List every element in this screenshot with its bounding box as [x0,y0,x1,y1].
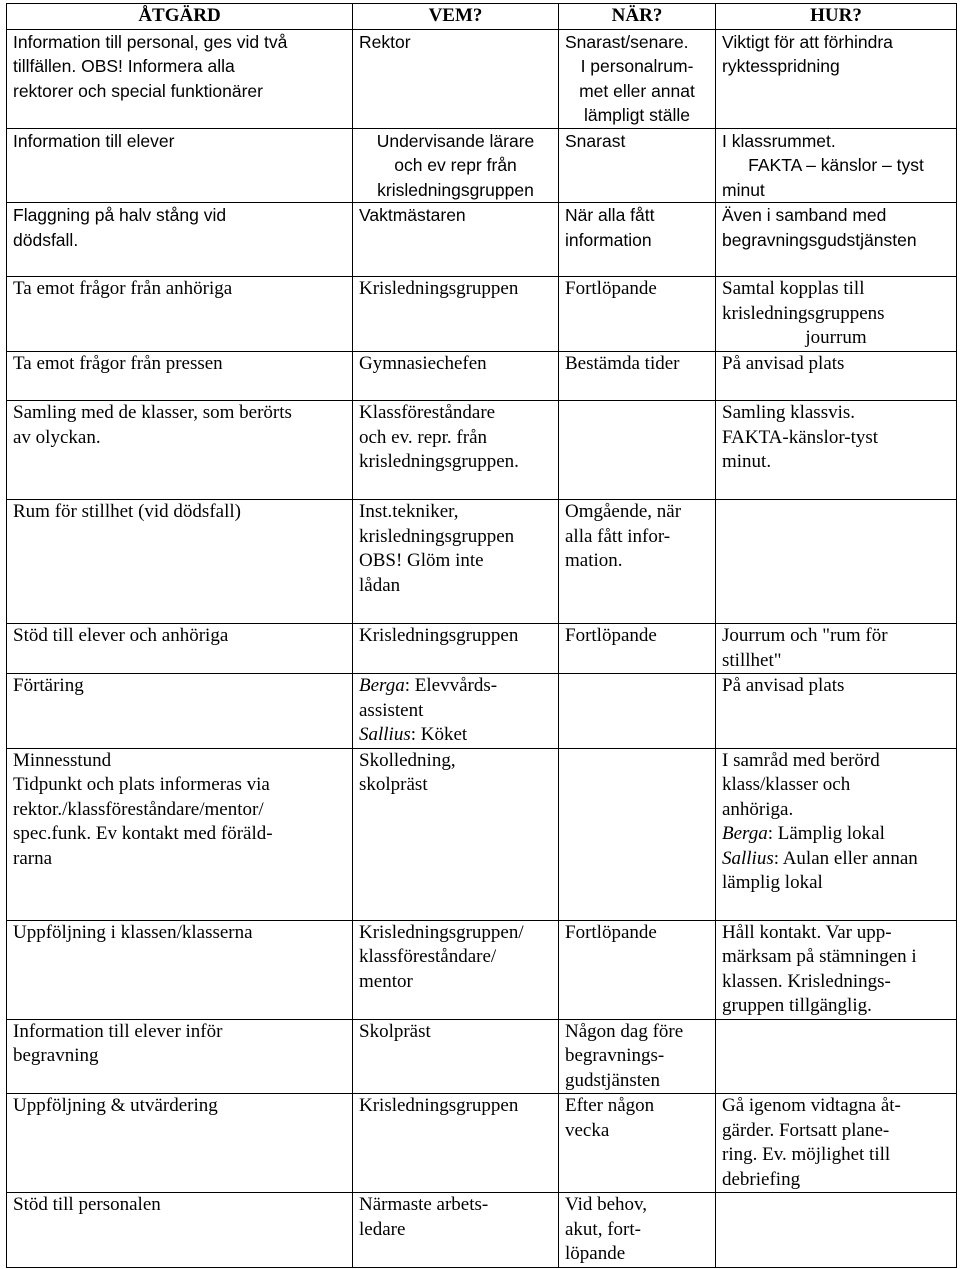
cell-how: Gå igenom vidtagna åt- gärder. Fortsatt plane- ring. Ev. möjlighet till debriefing [716,1094,957,1193]
header-row [7,4,957,30]
header-nar: NÄR? [559,4,716,30]
cell-what: Rum för stillhet (vid dödsfall) [7,500,353,624]
cell-what: Flaggning på halv stång vid dödsfall. [7,203,353,277]
cell-who: Krisledningsgruppen [353,624,559,674]
table-row [7,674,957,749]
cell-how: På anvisad plats [716,352,957,401]
cell-when: Fortlöpande [559,920,716,1019]
cell-when: Fortlöpande [559,624,716,674]
cell-what: Uppföljning i klassen/klasserna [7,920,353,1019]
cell-what: Stöd till personalen [7,1193,353,1268]
cell-who: Krisledningsgruppen [353,277,559,352]
cell-what: Information till elever [7,128,353,203]
header-hur: HUR? [716,4,957,30]
table-row [7,1193,957,1268]
cell-what: Förtäring [7,674,353,749]
cell-how [716,500,957,624]
table-row [7,1019,957,1094]
cell-when: Någon dag före begravnings- gudstjänsten [559,1019,716,1094]
cell-how: I klassrummet. FAKTA – känslor – tyst minut [716,128,957,203]
cell-who: Undervisande lärare och ev repr från krisledningsgruppen [353,128,559,203]
table-row [7,401,957,500]
cell-how: Jourrum och "rum för stillhet" [716,624,957,674]
action-plan-table [6,3,957,1268]
header-vem: VEM? [353,4,559,30]
table-row [7,748,957,920]
cell-who: Krisledningsgruppen/ klassföreståndare/ mentor [353,920,559,1019]
cell-when [559,748,716,920]
cell-how [716,1193,957,1268]
cell-who: Skolledning, skolpräst [353,748,559,920]
cell-when: Efter någon vecka [559,1094,716,1193]
cell-what: Ta emot frågor från pressen [7,352,353,401]
cell-who: Vaktmästaren [353,203,559,277]
table-row [7,128,957,203]
cell-who: Klassföreståndare och ev. repr. från krisledningsgruppen. [353,401,559,500]
cell-who: Skolpräst [353,1019,559,1094]
table-row [7,500,957,624]
cell-when: Snarast [559,128,716,203]
cell-how: Håll kontakt. Var upp- märksam på stämningen i klassen. Krislednings- gruppen tillgänglig. [716,920,957,1019]
table-row [7,203,957,277]
cell-what: Ta emot frågor från anhöriga [7,277,353,352]
cell-how: På anvisad plats [716,674,957,749]
cell-how: Samtal kopplas till krisledningsgruppens jourrum [716,277,957,352]
table-row [7,29,957,128]
cell-who: Krisledningsgruppen [353,1094,559,1193]
cell-how [716,1019,957,1094]
cell-how: Viktigt för att förhindra ryktesspridning [716,29,957,128]
cell-who: Rektor [353,29,559,128]
cell-when: Fortlöpande [559,277,716,352]
cell-who: Berga: Elevvårds- assistent Sallius: Köket [353,674,559,749]
table-row [7,352,957,401]
table-row [7,624,957,674]
cell-when: Bestämda tider [559,352,716,401]
cell-how: Samling klassvis. FAKTA-känslor-tyst minut. [716,401,957,500]
cell-when [559,401,716,500]
cell-when [559,674,716,749]
cell-what: Information till elever inför begravning [7,1019,353,1094]
cell-when: Vid behov, akut, fort- löpande [559,1193,716,1268]
cell-what: Uppföljning & utvärdering [7,1094,353,1193]
header-atgard: ÅTGÄRD [7,4,353,30]
table-row [7,920,957,1019]
cell-what: Information till personal, ges vid två tillfällen. OBS! Informera alla rektorer och special funktionärer [7,29,353,128]
cell-who: Inst.tekniker, krisledningsgruppen OBS! Glöm inte lådan [353,500,559,624]
cell-how: Även i samband med begravningsgudstjänsten [716,203,957,277]
cell-what: Samling med de klasser, som berörts av olyckan. [7,401,353,500]
cell-when: Snarast/senare. I personalrum- met eller annat lämpligt ställe [559,29,716,128]
cell-who: Närmaste arbets- ledare [353,1193,559,1268]
table-row [7,277,957,352]
cell-how: I samråd med berörd klass/klasser och anhöriga. Berga: Lämplig lokal Sallius: Aulan eller annan lämplig lokal [716,748,957,920]
table-row [7,1094,957,1193]
cell-when: När alla fått information [559,203,716,277]
cell-what: Stöd till elever och anhöriga [7,624,353,674]
cell-who: Gymnasiechefen [353,352,559,401]
cell-what: Minnesstund Tidpunkt och plats informeras via rektor./klassföreståndare/mentor/ spec.funk. Ev kontakt med föräld- rarna [7,748,353,920]
cell-when: Omgående, när alla fått infor- mation. [559,500,716,624]
